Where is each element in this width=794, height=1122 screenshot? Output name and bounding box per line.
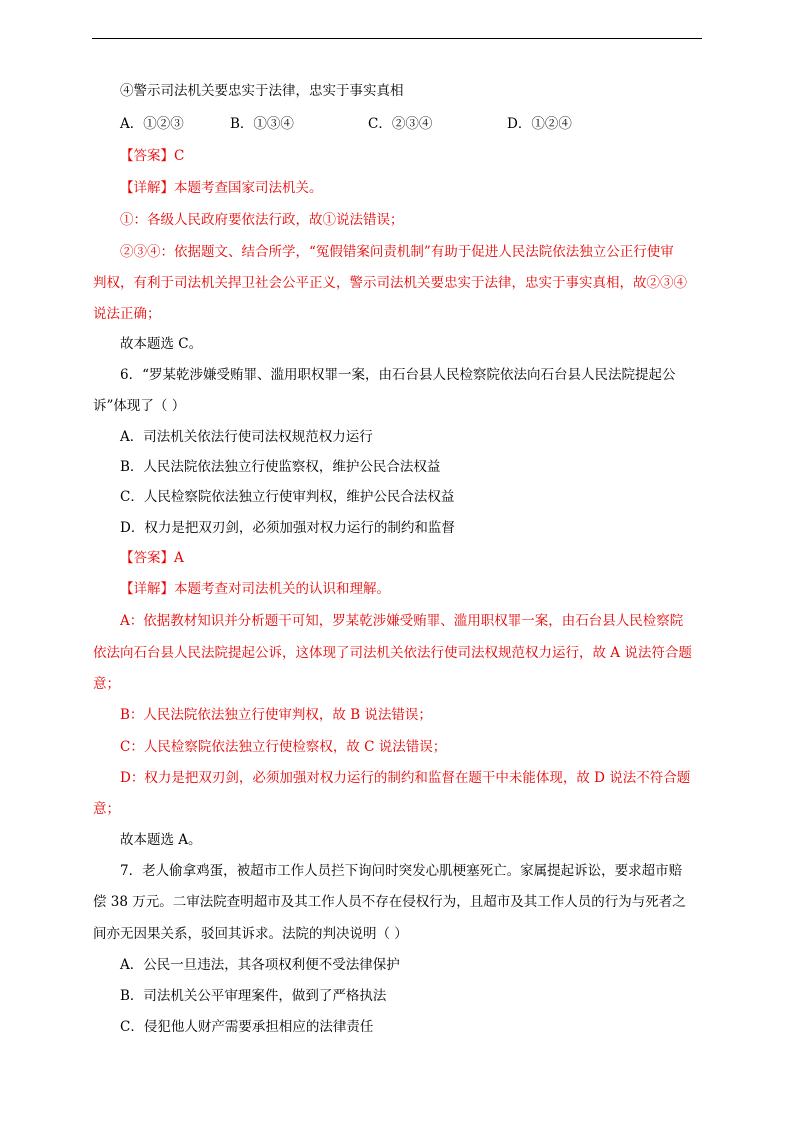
detail-intro: 本题考查国家司法机关。: [174, 180, 323, 196]
answer-value: A: [174, 550, 184, 566]
q6-explanation-4: B：人民法院依法独立行使审判权，故 B 说法错误；: [120, 707, 432, 723]
q5-option-b: B．①③④: [230, 116, 294, 132]
q7-option-c: C．侵犯他人财产需要承担相应的法律责任: [120, 1019, 374, 1035]
q5-answer: [120, 147, 184, 165]
answer-value: C: [174, 148, 185, 164]
q5-explanation-2: ②③④：依据题文、结合所学，“冤假错案问责机制”有助于促进人民法院依法独立公正行使审: [120, 244, 674, 260]
q6-option-a: A．司法机关依法行使司法权规范权力运行: [120, 429, 373, 445]
q7-option-b: B．司法机关公平审理案件，做到了严格执法: [120, 988, 387, 1004]
q6-option-b: B．人民法院依法独立行使监察权，维护公民合法权益: [120, 459, 441, 475]
detail-tag: 【详解】: [120, 180, 174, 196]
q6-answer: [120, 549, 184, 567]
q5-explanation-3: 判权，有利于司法机关捍卫社会公平正义，警示司法机关要忠实于法律，忠实于事实真相，故②③④: [93, 275, 687, 291]
header-rule: [92, 38, 702, 39]
q6-explanation-3: 意；: [93, 676, 120, 692]
q6-detail: [120, 580, 390, 598]
q5-option-d: D．①②④: [507, 116, 572, 132]
q6-explanation-6: D：权力是把双刃剑，必须加强对权力运行的制约和监督在题干中未能体现，故 D 说法不符合题: [120, 770, 691, 786]
q7-stem-line-2: 偿 38 万元。二审法院查明超市及其工作人员不存在侵权行为，且超市及其工作人员的行为与死者之: [93, 894, 686, 910]
q7-stem-line-1: 7．老人偷拿鸡蛋，被超市工作人员拦下询问时突发心肌梗塞死亡。家属提起诉讼，要求超市赔: [120, 863, 683, 879]
answer-tag: 【答案】: [120, 550, 174, 566]
q7-option-a: A．公民一旦违法，其各项权利便不受法律保护: [120, 957, 400, 973]
q5-explanation-4: 说法正确；: [93, 306, 161, 322]
detail-tag: 【详解】: [120, 581, 174, 597]
q6-explanation-7: 意；: [93, 801, 120, 817]
q5-explanation-1: ①：各级人民政府要依法行政，故①说法错误；: [120, 212, 404, 228]
q5-stem-line: ④警示司法机关要忠实于法律，忠实于事实真相: [120, 83, 404, 99]
q6-conclusion: 故本题选 A。: [120, 832, 202, 848]
q5-option-c: C．②③④: [368, 116, 433, 132]
answer-tag: 【答案】: [120, 148, 174, 164]
q6-option-d: D．权力是把双刃剑，必须加强对权力运行的制约和监督: [120, 520, 455, 536]
detail-intro: 本题考查对司法机关的认识和理解。: [174, 581, 390, 597]
q5-conclusion: 故本题选 C。: [120, 336, 203, 352]
q5-option-a: A．①②③: [120, 116, 184, 132]
q5-detail: [120, 179, 323, 197]
q6-explanation-2: 依法向石台县人民法院提起公诉，这体现了司法机关依法行使司法权规范权力运行，故 A 说法符合题: [93, 645, 692, 661]
q6-stem-line-1: 6．“罗某乾涉嫌受贿罪、滥用职权罪一案，由石台县人民检察院依法向石台县人民法院提起公: [120, 367, 676, 383]
q6-stem-line-2: 诉”体现了（ ）: [93, 398, 186, 414]
q7-stem-line-3: 间亦无因果关系，驳回其诉求。法院的判决说明（ ）: [93, 926, 408, 942]
q6-explanation-5: C：人民检察院依法独立行使检察权，故 C 说法错误；: [120, 739, 447, 755]
q6-option-c: C．人民检察院依法独立行使审判权，维护公民合法权益: [120, 489, 455, 505]
q6-explanation-1: A：依据教材知识并分析题干可知，罗某乾涉嫌受贿罪、滥用职权罪一案，由石台县人民检察院: [120, 613, 684, 629]
